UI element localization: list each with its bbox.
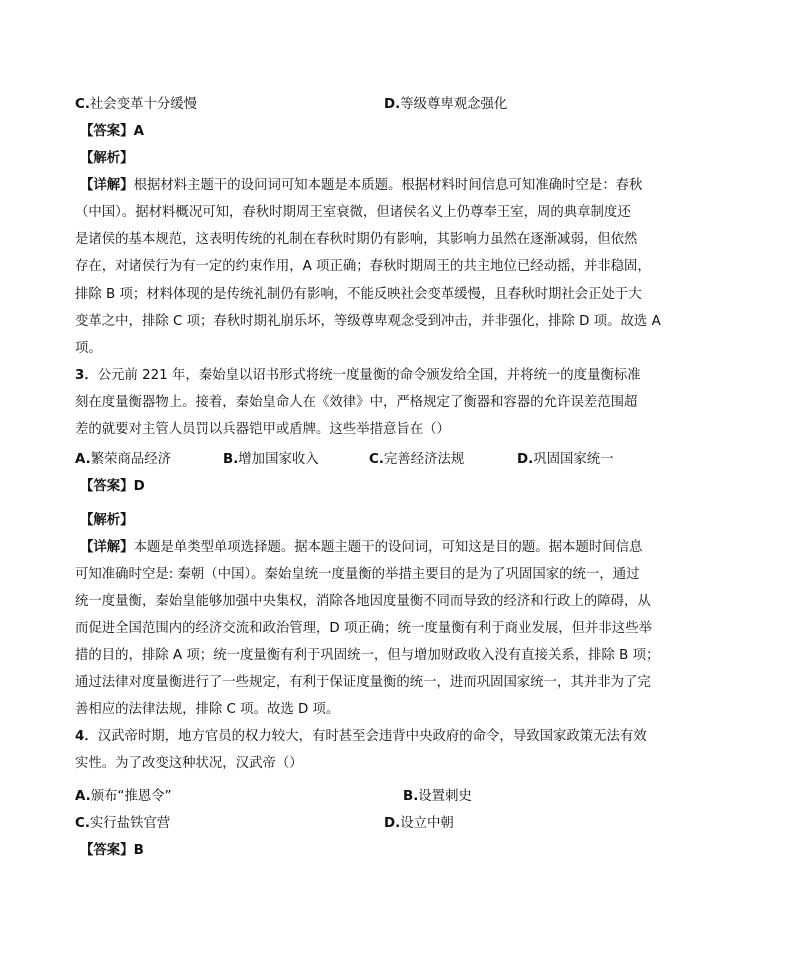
- q2-option-d: D.等级尊卑观念强化: [384, 97, 508, 112]
- q4-option-d: D.设立中朝: [384, 816, 454, 831]
- q3-detail-line: 通过法律对度量衡进行了一些规定，有利于保证度量衡的统一，进而巩固国家统一，其并非为了完: [75, 675, 651, 690]
- q2-detail-line: （中国）。据材料概况可知，春秋时期周王室衰微，但诸侯名义上仍尊奉王室，周的典章制度还: [75, 205, 631, 220]
- q3-option-b: B.增加国家收入: [223, 452, 319, 467]
- q3-stem-line: 3．公元前 221 年，秦始皇以诏书形式将统一度量衡的命令颁发给全国，并将统一的度量衡标准: [75, 368, 641, 383]
- q4-option-a: A.颁布“推恩令”: [75, 789, 172, 804]
- q3-option-a: A.繁荣商品经济: [75, 452, 172, 467]
- q2-detail-line: 排除 B 项；材料体现的是传统礼制仍有影响，不能反映社会变革缓慢，且春秋时期社会正处于大: [75, 287, 642, 302]
- q3-detail-line: 可知准确时空是: 秦朝（中国）。秦始皇统一度量衡的举措主要目的是为了巩固国家的统一，通过: [75, 567, 640, 582]
- q4-stem-line: 4．汉武帝时期，地方官员的权力较大，有时甚至会违背中央政府的命令，导致国家政策无法有效: [75, 729, 647, 744]
- q4-option-b: B.设置刺史: [403, 789, 472, 804]
- q2-detail-line: 存在，对诸侯行为有一定的约束作用，A 项正确；春秋时期周王的共主地位已经动摇，并非稳固，: [75, 259, 651, 274]
- q3-stem-line: 刻在度量衡器物上。接着，秦始皇命人在《效律》中，严格规定了衡器和容器的允许误差范围超: [75, 395, 638, 410]
- q2-analysis-heading: 【解析】: [80, 151, 134, 166]
- q2-answer: 【答案】A: [80, 124, 144, 139]
- q4-option-c: C.实行盐铁官营: [75, 816, 171, 831]
- q4-stem-line: 实性。为了改变这种状况，汉武帝（）: [75, 756, 303, 771]
- q3-detail-line: 而促进全国范围内的经济交流和政治管理，D 项正确；统一度量衡有利于商业发展，但并非这些举: [75, 621, 652, 636]
- q2-detail-line: 【详解】根据材料主题干的设问词可知本题是本质题。根据材料时间信息可知准确时空是：春秋: [80, 178, 643, 193]
- q2-detail-line: 是诸侯的基本规范，这表明传统的礼制在春秋时期仍有影响，其影响力虽然在逐渐减弱，但依然: [75, 232, 638, 247]
- q3-detail-line: 措的目的，排除 A 项；统一度量衡有利于巩固统一，但与增加财政收入没有直接关系，排除 B 项；: [75, 648, 660, 663]
- q3-analysis-heading: 【解析】: [80, 513, 134, 528]
- q2-detail-line: 变革之中，排除 C 项；春秋时期礼崩乐坏，等级尊卑观念受到冲击，并非强化，排除 D 项。故选 A: [75, 314, 661, 329]
- q3-option-c: C.完善经济法规: [369, 452, 465, 467]
- q2-detail-line: 项。: [75, 341, 102, 356]
- q2-option-c: C.社会变革十分缓慢: [75, 97, 198, 112]
- q4-answer: 【答案】B: [80, 843, 144, 858]
- q3-option-d: D.巩固国家统一: [517, 452, 614, 467]
- q3-detail-line: 【详解】本题是单类型单项选择题。据本题主题干的设问词，可知这是目的题。据本题时间信息: [80, 540, 643, 555]
- q3-detail-line: 统一度量衡，秦始皇能够加强中央集权，消除各地因度量衡不同而导致的经济和行政上的障碍，从: [75, 594, 651, 609]
- q3-answer: 【答案】D: [80, 479, 145, 494]
- q3-detail-line: 善相应的法律法规，排除 C 项。故选 D 项。: [75, 702, 340, 717]
- q3-stem-line: 差的就要对主管人员罚以兵器铠甲或盾牌。这些举措意旨在（）: [75, 422, 450, 437]
